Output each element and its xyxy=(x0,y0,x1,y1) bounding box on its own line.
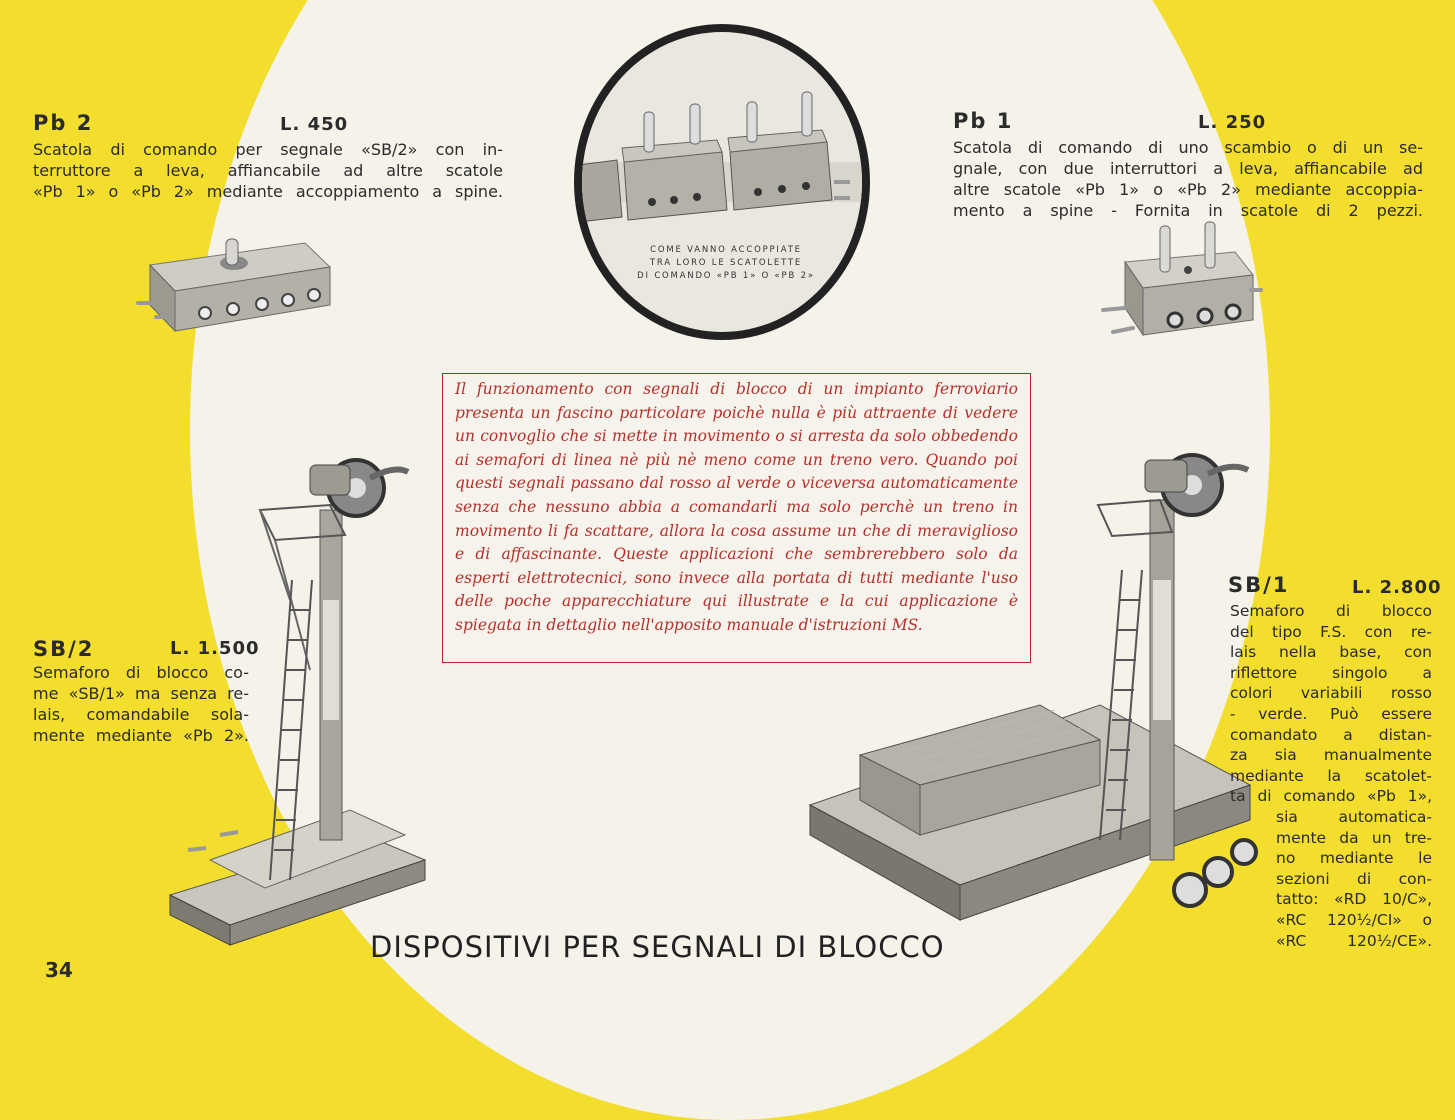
sb1-line: ta di comando «Pb 1», xyxy=(1230,787,1432,806)
page-title: DISPOSITIVI PER SEGNALI DI BLOCCO xyxy=(370,930,945,964)
sb1-line: no mediante le xyxy=(1276,849,1432,868)
pb2-code: Pb 2 xyxy=(33,111,94,135)
sb1-line: «RC 120½/CE». xyxy=(1276,931,1432,950)
pb2-control-box-photo xyxy=(130,225,345,345)
sb1-line: colori variabili rosso xyxy=(1230,684,1432,703)
sb1-line: tatto: «RD 10/C», xyxy=(1276,890,1432,909)
sb1-line: - verde. Può essere xyxy=(1230,704,1432,723)
pb2-line: terruttore a leva, affiancabile ad altre scatole xyxy=(33,161,503,180)
pb1-line: gnale, con due interruttori a leva, affiancabile ad xyxy=(953,159,1423,178)
inset-caption-line: COME VANNO ACCOPPIATE xyxy=(650,245,802,255)
sb1-line: mediante la scatolet- xyxy=(1230,766,1432,785)
pb1-description xyxy=(953,137,1423,221)
sb2-line: Semaforo di blocco co- xyxy=(33,663,249,682)
sb2-code: SB/2 xyxy=(33,637,95,661)
sb1-description xyxy=(1230,601,1432,951)
sb2-price: L. 1.500 xyxy=(170,638,260,659)
pb1-line: Scatola di comando di uno scambio o di un se- xyxy=(953,138,1423,157)
inset-caption-line: TRA LORO LE SCATOLETTE xyxy=(649,258,803,268)
pb1-control-box-photo xyxy=(1095,220,1265,350)
sb1-line: del tipo F.S. con re- xyxy=(1230,622,1432,641)
sb1-line: riflettore singolo a xyxy=(1230,663,1432,682)
sb1-line: «RC 120½/CI» o xyxy=(1276,910,1432,929)
coupled-boxes-image xyxy=(582,32,862,332)
sb1-code: SB/1 xyxy=(1228,573,1290,597)
pb2-price: L. 450 xyxy=(280,114,349,135)
sb1-price: L. 2.800 xyxy=(1352,577,1442,598)
sb1-line: Semaforo di blocco xyxy=(1230,602,1432,620)
pb1-line: mento a spine - Fornita in scatole di 2 pezzi. xyxy=(953,201,1423,220)
sb2-line: lais, comandabile sola- xyxy=(33,705,249,724)
pb2-line: Scatola di comando per segnale «SB/2» con in- xyxy=(33,140,503,159)
pb1-price: L. 250 xyxy=(1198,112,1267,133)
pb2-line: «Pb 1» o «Pb 2» mediante accoppiamento a spine. xyxy=(33,182,503,201)
sb2-line: mente mediante «Pb 2». xyxy=(33,726,249,745)
intro-text: Il funzionamento con segnali di blocco di un impianto ferroviario presenta un fascino particolare poichè nulla è più attraente di vedere un convoglio che si mette in movimento o si arresta da solo obbedendo ai semafori di linea nè più nè meno come un treno vero. Quando poi questi segnali passano dal rosso al verde o viceversa automaticamente senza che nessuno abbia a comandarli ma solo perchè un treno in movimento li fa scattare, allora la cosa assume un che di meraviglioso e di affascinante. Queste applicazioni che sembrerebbero solo da esperti elettrotecnici, sono invece alla portata di tutti mediante l'uso delle poche apparecchiature qui illustrate e la cui applicazione è spiegata in dettaglio nell'apposito manuale d'istruzioni MS. xyxy=(455,380,1018,634)
sb1-signal-photo xyxy=(800,440,1260,950)
sb1-line: za sia manualmente xyxy=(1230,746,1432,765)
sb1-line: comandato a distan- xyxy=(1230,725,1432,744)
page-number: 34 xyxy=(45,958,73,982)
pb2-description xyxy=(33,139,503,202)
inset-caption-line: DI COMANDO «PB 1» O «PB 2» xyxy=(637,271,815,281)
inset-caption xyxy=(626,244,826,283)
sb1-line: lais nella base, con xyxy=(1230,643,1432,662)
coupling-inset-photo xyxy=(574,24,870,340)
sb1-line: sezioni di con- xyxy=(1276,869,1432,888)
sb2-description xyxy=(33,662,249,746)
sb2-line: me «SB/1» ma senza re- xyxy=(33,684,249,703)
sb1-line: mente da un tre- xyxy=(1276,828,1432,847)
pb1-code: Pb 1 xyxy=(953,109,1014,133)
sb1-line: sia automatica- xyxy=(1276,807,1432,826)
pb1-line: altre scatole «Pb 1» o «Pb 2» mediante accoppia- xyxy=(953,180,1423,199)
